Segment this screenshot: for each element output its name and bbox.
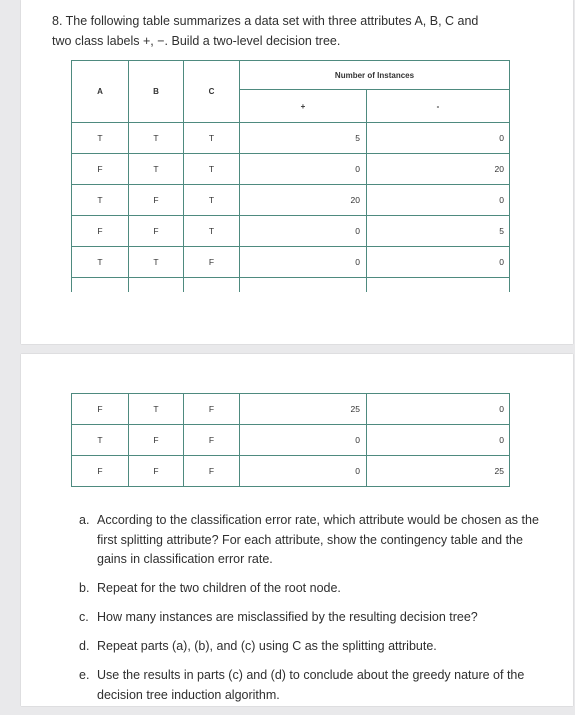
table-row — [72, 185, 510, 216]
cell-c: F — [184, 394, 240, 425]
question-line-2: two class labels +, −. Build a two-level decision tree. — [52, 34, 341, 48]
cell-b: T — [129, 154, 184, 185]
table-row-cut-off — [72, 278, 510, 293]
table-row — [72, 123, 510, 154]
cell-b: T — [129, 123, 184, 154]
cell-minus: 20 — [367, 154, 510, 185]
question-part-c — [79, 608, 549, 628]
cell-a: T — [72, 123, 129, 154]
cell-minus: 25 — [367, 456, 510, 487]
part-label: a. — [79, 513, 90, 527]
header-a: A — [72, 61, 129, 123]
question-line-1: 8. The following table summarizes a data set with three attributes A, B, C and — [52, 14, 479, 28]
cell-b: F — [129, 425, 184, 456]
table-header-row — [72, 61, 510, 90]
cell-a: F — [72, 456, 129, 487]
cell-c: T — [184, 185, 240, 216]
cell-plus: 0 — [240, 216, 367, 247]
part-label: e. — [79, 668, 90, 682]
question-parts-list — [79, 511, 549, 715]
cell-b: F — [129, 185, 184, 216]
cell-minus: 0 — [367, 185, 510, 216]
question-part-b — [79, 579, 549, 599]
table-row — [72, 425, 510, 456]
document-page-1 — [21, 0, 573, 344]
header-c: C — [184, 61, 240, 123]
cell-c: F — [184, 425, 240, 456]
cell-a: T — [72, 247, 129, 278]
cell-plus: 0 — [240, 456, 367, 487]
cell-a: T — [72, 185, 129, 216]
data-table-part-1 — [71, 60, 510, 292]
part-label: d. — [79, 639, 90, 653]
question-part-a — [79, 511, 549, 570]
table-row — [72, 394, 510, 425]
cell-c: F — [184, 456, 240, 487]
cell-c: T — [184, 123, 240, 154]
table-row — [72, 456, 510, 487]
table-row — [72, 216, 510, 247]
header-plus: + — [240, 90, 367, 123]
table-row — [72, 154, 510, 185]
cell-c: F — [184, 247, 240, 278]
question-text — [52, 11, 552, 51]
table-row — [72, 247, 510, 278]
question-part-d — [79, 637, 549, 657]
cell-minus: 5 — [367, 216, 510, 247]
cell-minus: 0 — [367, 394, 510, 425]
part-text: Repeat parts (a), (b), and (c) using C as the splitting attribute. — [97, 639, 437, 653]
cell-b: F — [129, 216, 184, 247]
part-text: Use the results in parts (c) and (d) to conclude about the greedy nature of the decision tree induction algorithm. — [97, 668, 525, 702]
data-table-part-2 — [71, 393, 510, 487]
header-b: B — [129, 61, 184, 123]
cell-plus: 0 — [240, 154, 367, 185]
cell-minus: 0 — [367, 247, 510, 278]
cell-plus: 20 — [240, 185, 367, 216]
cell-b: T — [129, 247, 184, 278]
cell-minus: 0 — [367, 123, 510, 154]
cell-b: F — [129, 456, 184, 487]
part-label: b. — [79, 581, 90, 595]
cell-plus: 5 — [240, 123, 367, 154]
part-text: According to the classification error rate, which attribute would be chosen as the first splitting attribute? For each attribute, show the contingency table and the gains in classification error rate. — [97, 513, 539, 566]
cell-a: F — [72, 154, 129, 185]
cell-plus: 0 — [240, 425, 367, 456]
cell-a: F — [72, 394, 129, 425]
header-minus: - — [367, 90, 510, 123]
cell-b: T — [129, 394, 184, 425]
question-part-e — [79, 666, 549, 705]
cell-a: T — [72, 425, 129, 456]
cell-a: F — [72, 216, 129, 247]
cell-c: T — [184, 216, 240, 247]
document-page-2 — [21, 354, 573, 706]
cell-c: T — [184, 154, 240, 185]
cell-plus: 25 — [240, 394, 367, 425]
cell-minus: 0 — [367, 425, 510, 456]
cell-plus: 0 — [240, 247, 367, 278]
part-text: Repeat for the two children of the root node. — [97, 581, 341, 595]
header-number-of-instances: Number of Instances — [240, 61, 510, 90]
part-label: c. — [79, 610, 89, 624]
part-text: How many instances are misclassified by the resulting decision tree? — [97, 610, 478, 624]
